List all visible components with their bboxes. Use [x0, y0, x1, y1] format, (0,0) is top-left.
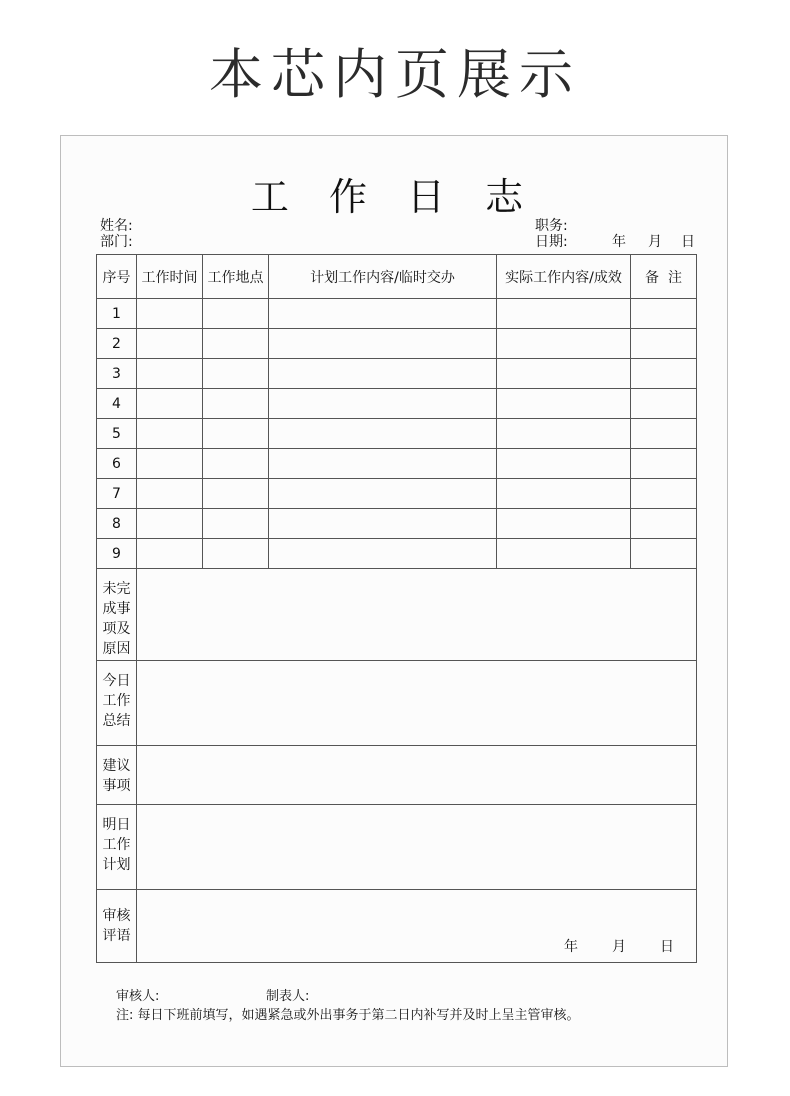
tomorrow-plan-row	[97, 805, 697, 890]
planned-work-cell[interactable]	[269, 539, 497, 569]
tomorrow-plan-field[interactable]	[137, 805, 697, 890]
unfinished-items-label-cell	[97, 569, 137, 661]
remarks-cell[interactable]	[631, 389, 697, 419]
row-number: 1	[97, 299, 137, 329]
work-time-cell[interactable]	[137, 329, 203, 359]
remarks-cell[interactable]	[631, 449, 697, 479]
row-number: 8	[97, 509, 137, 539]
form-sheet	[60, 135, 728, 1067]
actual-work-cell[interactable]	[497, 449, 631, 479]
work-place-cell[interactable]	[203, 389, 269, 419]
planned-work-cell[interactable]	[269, 359, 497, 389]
unfinished-items-field[interactable]	[137, 569, 697, 661]
work-time-cell[interactable]	[137, 479, 203, 509]
row-number: 6	[97, 449, 137, 479]
date-year-label: 年	[612, 234, 626, 250]
table-row	[97, 419, 697, 449]
planned-work-cell[interactable]	[269, 479, 497, 509]
table-row	[97, 539, 697, 569]
position-label: 职务:	[535, 218, 568, 234]
row-number: 9	[97, 539, 137, 569]
review-day-label: 日	[660, 939, 674, 955]
remarks-cell[interactable]	[631, 299, 697, 329]
banner-title: 本芯内页展示	[209, 43, 581, 106]
footer-note: 注: 每日下班前填写，如遇紧急或外出事务于第二日内补写并及时上呈主管审核。	[116, 1008, 580, 1023]
work-time-cell[interactable]	[137, 509, 203, 539]
actual-work-cell[interactable]	[497, 419, 631, 449]
date-month-label: 月	[648, 234, 662, 250]
remarks-cell[interactable]	[631, 419, 697, 449]
header-cell: 序号	[97, 255, 137, 299]
review-comment-row	[97, 890, 697, 963]
name-label: 姓名:	[100, 218, 133, 234]
row-number: 3	[97, 359, 137, 389]
today-summary-field[interactable]	[137, 661, 697, 746]
remarks-cell[interactable]	[631, 509, 697, 539]
planned-work-cell[interactable]	[269, 419, 497, 449]
review-comment-label: 审核评语	[102, 908, 131, 944]
reviewer-label: 审核人:	[116, 989, 160, 1004]
row-number: 2	[97, 329, 137, 359]
work-time-cell[interactable]	[137, 389, 203, 419]
work-time-cell[interactable]	[137, 299, 203, 329]
planned-work-cell[interactable]	[269, 509, 497, 539]
planned-work-cell[interactable]	[269, 329, 497, 359]
actual-work-cell[interactable]	[497, 329, 631, 359]
planned-work-cell[interactable]	[269, 389, 497, 419]
remarks-cell[interactable]	[631, 479, 697, 509]
table-row	[97, 299, 697, 329]
tomorrow-plan-label-cell	[97, 805, 137, 890]
review-date	[530, 936, 674, 956]
review-comment-label-cell	[97, 890, 137, 963]
planned-work-cell[interactable]	[269, 449, 497, 479]
work-place-cell[interactable]	[203, 359, 269, 389]
table-row	[97, 509, 697, 539]
header-cell: 实际工作内容/成效	[497, 255, 631, 299]
today-summary-label: 今日工作总结	[102, 673, 131, 729]
remarks-cell[interactable]	[631, 329, 697, 359]
review-comment-field[interactable]	[137, 890, 697, 963]
work-place-cell[interactable]	[203, 539, 269, 569]
actual-work-cell[interactable]	[497, 359, 631, 389]
remarks-cell[interactable]	[631, 359, 697, 389]
unfinished-items-label: 未完成事项及原因	[102, 581, 131, 657]
actual-work-cell[interactable]	[497, 509, 631, 539]
row-number: 4	[97, 389, 137, 419]
remarks-cell[interactable]	[631, 539, 697, 569]
actual-work-cell[interactable]	[497, 389, 631, 419]
actual-work-cell[interactable]	[497, 299, 631, 329]
today-summary-row	[97, 661, 697, 746]
table-row	[97, 329, 697, 359]
suggestions-label: 建议事项	[102, 758, 131, 794]
work-place-cell[interactable]	[203, 449, 269, 479]
row-number: 7	[97, 479, 137, 509]
work-time-cell[interactable]	[137, 539, 203, 569]
table-row	[97, 389, 697, 419]
header-cell: 备 注	[631, 255, 697, 299]
date-day-label: 日	[681, 234, 695, 250]
document-title: 工 作 日 志	[250, 175, 538, 219]
suggestions-label-cell	[97, 746, 137, 805]
row-number: 5	[97, 419, 137, 449]
table-row	[97, 359, 697, 389]
work-time-cell[interactable]	[137, 449, 203, 479]
today-summary-label-cell	[97, 661, 137, 746]
planned-work-cell[interactable]	[269, 299, 497, 329]
table-header-row	[97, 255, 697, 299]
actual-work-cell[interactable]	[497, 539, 631, 569]
work-place-cell[interactable]	[203, 509, 269, 539]
department-label: 部门:	[100, 234, 133, 250]
header-cell: 工作地点	[203, 255, 269, 299]
table-row	[97, 479, 697, 509]
header-cell: 工作时间	[137, 255, 203, 299]
review-month-label: 月	[612, 939, 626, 955]
table-row	[97, 449, 697, 479]
header-cell: 计划工作内容/临时交办	[269, 255, 497, 299]
suggestions-field[interactable]	[137, 746, 697, 805]
unfinished-items-row	[97, 569, 697, 661]
work-time-cell[interactable]	[137, 419, 203, 449]
suggestions-row	[97, 746, 697, 805]
work-log-table	[96, 254, 697, 963]
review-year-label: 年	[564, 939, 578, 955]
tomorrow-plan-label: 明日工作计划	[102, 817, 131, 873]
actual-work-cell[interactable]	[497, 479, 631, 509]
work-place-cell[interactable]	[203, 419, 269, 449]
date-label: 日期:	[535, 234, 568, 250]
maker-label: 制表人:	[266, 989, 310, 1004]
work-place-cell[interactable]	[203, 329, 269, 359]
work-place-cell[interactable]	[203, 479, 269, 509]
work-place-cell[interactable]	[203, 299, 269, 329]
work-time-cell[interactable]	[137, 359, 203, 389]
